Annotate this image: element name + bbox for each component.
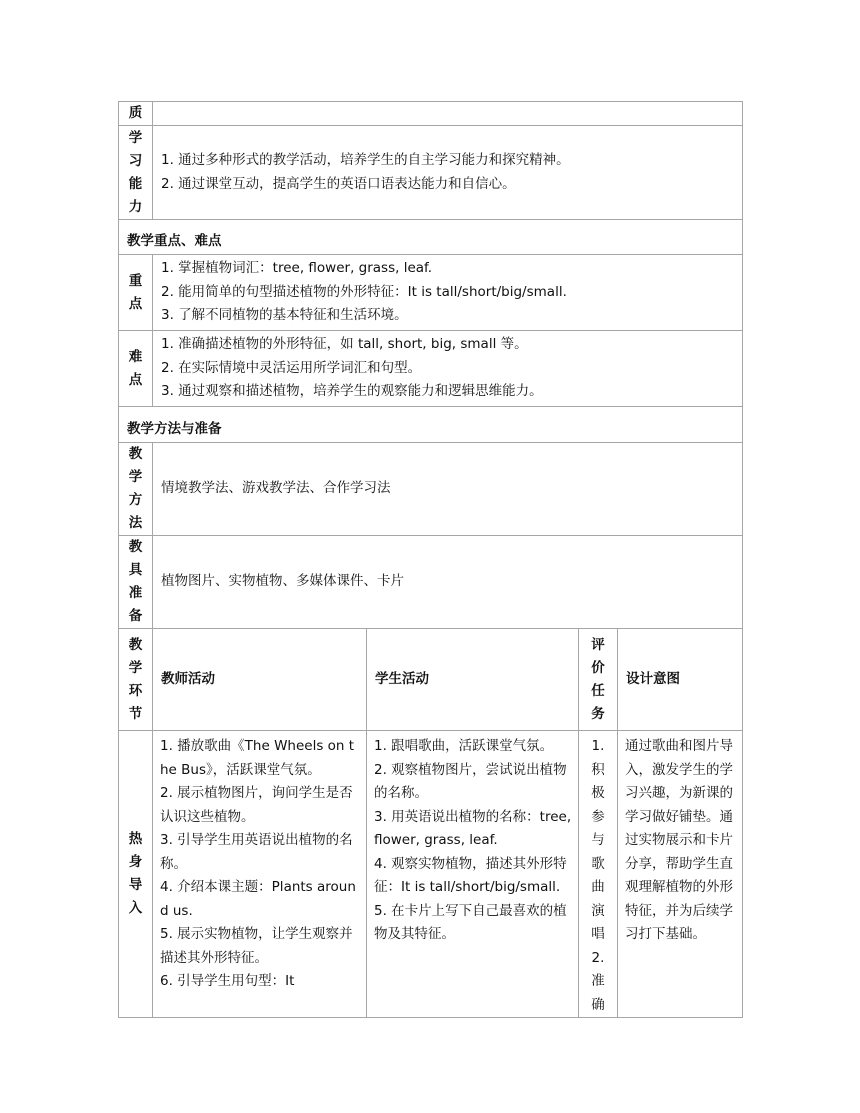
section-title-methods: 教学方法与准备 (119, 407, 743, 443)
list-item: 2. 通过课堂互动，提高学生的英语口语表达能力和自信心。 (161, 175, 516, 192)
section-key-points-row (119, 220, 743, 255)
student-activity-header: 学生活动 (367, 629, 579, 731)
list-item: 3. 引导学生用英语说出植物的名称。 (160, 832, 353, 872)
teaching-process-table (118, 628, 743, 1018)
list-item: 5. 在卡片上写下自己最喜欢的植物及其特征。 (374, 902, 567, 942)
difficulties-content (153, 331, 743, 407)
list-item: 4. 观察实物植物，描述其外形特征：It is tall/short/big/small. (374, 855, 567, 895)
lesson-plan-upper-table (118, 101, 743, 629)
list-item: 3. 通过观察和描述植物，培养学生的观察能力和逻辑思维能力。 (161, 383, 543, 400)
list-item: 1. 掌握植物词汇：tree, flower, grass, leaf. (161, 260, 433, 277)
process-header-row (119, 629, 743, 731)
materials-label: 教 具 准 备 (119, 536, 153, 629)
list-item: 4. 介绍本课主题：Plants around us. (160, 879, 356, 919)
list-item: 6. 引导学生用句型：It (160, 973, 295, 989)
methods-label: 教 学 方 法 (119, 443, 153, 536)
quality-label: 质 (119, 102, 153, 126)
list-item: 2. 在实际情境中灵活运用所学词汇和句型。 (161, 359, 422, 376)
warmup-stage-label: 热 身 导 入 (119, 731, 153, 1018)
materials-content: 植物图片、实物植物、多媒体课件、卡片 (153, 536, 743, 629)
warmup-evaluation-tasks: 1. 积 极 参 与 歌 曲 演 唱 2. 准 确 (579, 731, 618, 1018)
difficulties-row (119, 331, 743, 407)
list-item: 1. 跟唱歌曲，活跃课堂气氛。 (374, 738, 554, 754)
quality-content (153, 102, 743, 126)
learning-ability-content (153, 126, 743, 220)
list-item: 3. 用英语说出植物的名称：tree, flower, grass, leaf. (374, 808, 572, 848)
list-item: 2. 观察植物图片，尝试说出植物的名称。 (374, 761, 567, 801)
warmup-row (119, 731, 743, 1018)
learning-ability-label: 学 习 能 力 (119, 126, 153, 220)
evaluation-header: 评 价 任 务 (579, 629, 618, 731)
materials-row (119, 536, 743, 629)
methods-row (119, 443, 743, 536)
key-points-row (119, 255, 743, 331)
warmup-teacher-activities (153, 731, 367, 1018)
difficulties-label: 难 点 (119, 331, 153, 407)
section-title-key-points: 教学重点、难点 (119, 220, 743, 255)
learning-ability-row (119, 126, 743, 220)
stage-header: 教 学 环 节 (119, 629, 153, 731)
list-item: 1. 播放歌曲《The Wheels on the Bus》，活跃课堂气氛。 (160, 738, 355, 778)
list-item: 5. 展示实物植物，让学生观察并描述其外形特征。 (160, 926, 353, 966)
teacher-activity-header: 教师活动 (153, 629, 367, 731)
lesson-plan-page (118, 101, 742, 1018)
quality-row (119, 102, 743, 126)
list-item: 3. 了解不同植物的基本特征和生活环境。 (161, 307, 408, 324)
methods-content: 情境教学法、游戏教学法、合作学习法 (153, 443, 743, 536)
section-methods-row (119, 407, 743, 443)
design-intent-header: 设计意图 (618, 629, 743, 731)
list-item: 1. 通过多种形式的教学活动，培养学生的自主学习能力和探究精神。 (161, 152, 570, 168)
list-item: 2. 能用简单的句型描述植物的外形特征：It is tall/short/big/small. (161, 283, 567, 300)
warmup-design-intent: 通过歌曲和图片导入，激发学生的学习兴趣，为新课的学习做好铺垫。通过实物展示和卡片分享，帮助学生直观理解植物的外形特征，并为后续学习打下基础。 (618, 731, 743, 1018)
key-points-label: 重 点 (119, 255, 153, 331)
list-item: 1. 准确描述植物的外形特征，如 tall, short, big, small 等。 (161, 336, 528, 353)
key-points-content (153, 255, 743, 331)
warmup-student-activities (367, 731, 579, 1018)
list-item: 2. 展示植物图片，询问学生是否认识这些植物。 (160, 785, 353, 825)
